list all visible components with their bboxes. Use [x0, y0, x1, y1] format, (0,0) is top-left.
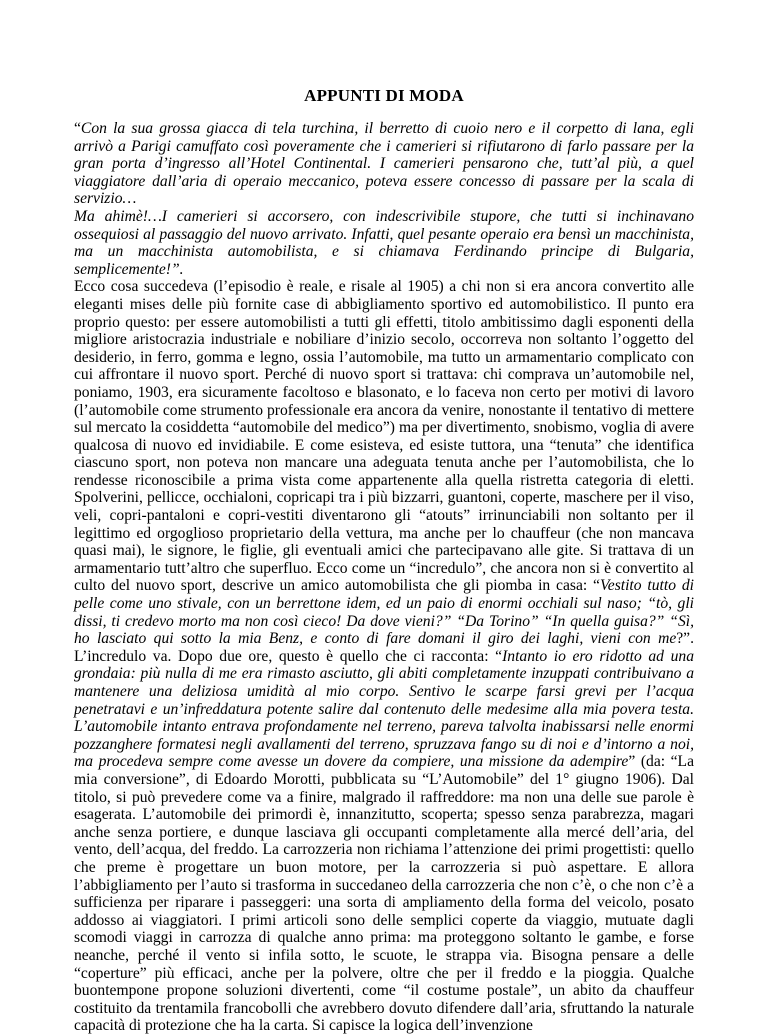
- opening-quote-continuation: Ma ahimè!…I camerieri si accorsero, con indescrivibile stupore, che tutti si inchinavano ossequiosi al passaggio del nuovo arrivato. Infatti, quel pesante operaio era bensì un macchinista, ma un macchinista automobilista, e si chiamava Ferdinando principe di Bulgaria, semplicemente!”.: [74, 207, 694, 278]
- opening-quote-paragraph: [74, 120, 694, 208]
- article-body: [74, 120, 694, 1035]
- main-paragraph: [74, 278, 694, 1035]
- opening-quote-mark: “: [74, 120, 81, 137]
- main-paragraph-text-b: ?”. L’incredulo va. Dopo due ore, questo è quello che ci racconta: “: [74, 630, 694, 665]
- page-title: APPUNTI DI MODA: [304, 86, 464, 105]
- inline-quote-friend: Vestito tutto di pelle come uno stivale, con un berrettone idem, ed un paio di enormi occhiali sul naso; “tò, gli dissi, ti credevo morto ma non così cieco! Da dove vieni?” “Da Torino” “In quella guisa?” “Sì, ho lasciato qui sotto la mia Benz, e conto di fare domani il giro dei laghi, vieni con me: [74, 577, 694, 648]
- main-paragraph-text-a: Ecco cosa succedeva (l’episodio è reale, e risale al 1905) a chi non si era ancora convertito alle eleganti mises delle più fornite case di abbigliamento sportivo ed automobilistico. Il punto era proprio questo: per essere automobilisti a tutti gli effetti, titolo ambitissimo dagli esponenti della migliore aristocrazia industriale e nobiliare d’inizio secolo, occorreva non soltanto l’oggetto del desiderio, in ferro, gomma e legno, ossia l’automobile, ma tutto un armamentario complicato con cui affrontare il nuovo sport. Perché di nuovo sport si trattava: chi comprava un’automobile nel, poniamo, 1903, era sicuramente facoltoso e blasonato, e lo faceva non certo per motivi di lavoro (l’automobile come strumento professionale era ancora da venire, nonostante il tentativo di mettere sul mercato la cosiddetta “automobile del medico”) ma per divertimento, snobismo, voglia di avere qualcosa di nuovo ed invidiabile. E come esisteva, ed esiste tuttora, una “tenuta” che identifica ciascuno sport, non poteva non mancare una adeguata tenuta anche per l’automobilista, che lo rendesse riconoscibile a prima vista come appartenente alla quella ristretta categoria di eletti. Spolverini, pellicce, occhialoni, copricapi tra i più bizzarri, guantoni, coperte, maschere per il viso, veli, copri-pantaloni e copri-vestiti diventarono gli “atouts” irrinunciabili non soltanto per il legittimo ed orgoglioso proprietario della vettura, ma anche per lo chauffeur (che non mancava quasi mai), le signore, le figlie, gli eventuali amici che partecipavano alle gite. Si trattava di un armamentario tutt’altro che superfluo. Ecco come un “incredulo”, che ancora non si è convertito al culto del nuovo sport, descrive un amico automobilista che gli piomba in casa: “: [74, 278, 694, 595]
- inline-quote-rain: Intanto io ero ridotto ad una grondaia: più nulla di me era rimasto asciutto, gli abiti completamente inzuppati contribuivano a mantenere una deliziosa umidità al mio corpo. Sentivo le scarpe farsi grevi per l’acqua penetratavi e un’infreddatura potente salire dal contenuto delle medesime alla mia povera testa. L’automobile intanto entrava profondamente nel terreno, pareva talvolta inabissarsi nelle enormi pozzanghere formatesi negli avallamenti del terreno, spruzzava fango su di noi e d’intorno a noi, ma procedeva sempre come avesse un dovere da compiere, una missione da adempire: [74, 647, 694, 771]
- main-paragraph-text-c: ” (da: “La mia conversione”, di Edoardo Morotti, pubblicata su “L’Automobile” del 1° giugno 1906). Dal titolo, si può prevedere come va a finire, malgrado il raffreddore: ma non una delle sue parole è esagerata. L’automobile dei primordi è, innanzitutto, scoperta; spesso senza parabrezza, magari anche senza portiere, e dunque lasciava gli occupanti completamente alla mercé dell’aria, del vento, dell’acqua, del freddo. La carrozzeria non richiama l’attenzione dei primi progettisti: quello che preme è progettare un buon motore, per la carrozzeria si può aspettare. E allora l’abbigliamento per l’auto si trasforma in succedaneo della carrozzeria che non c’è, o che non c’è a sufficienza per riparare i passeggeri: una sorta di ampliamento della forma del veicolo, posato addosso ai viaggiatori. I primi articoli sono delle semplici coperte da viaggio, mutuate dagli scomodi viaggi in carrozza di qualche anno prima: ma proteggono soltanto le gambe, e forse neanche, perché il vento si infila sotto, le scuote, le strappa via. Bisogna pensare a delle “coperture” più efficaci, anche per la polvere, oltre che per il freddo e la pioggia. Qualche buontempone propone soluzioni divertenti, come “il costume postale”, un abito da chauffeur costituito da trentamila francobolli che avrebbero dovuto difendere dall’aria, sfruttando la naturale capacità di protezione che ha la carta. Si capisce la logica dell’invenzione: [74, 753, 694, 1035]
- opening-quote-text: Con la sua grossa giacca di tela turchina, il berretto di cuoio nero e il corpetto di lana, egli arrivò a Parigi camuffato così poveramente che i camerieri si rifiutarono di farlo passare per la gran porta d’ingresso all’Hotel Continental. I camerieri pensarono che, tutt’al più, a quel viaggiatore dall’aria di operaio meccanico, poteva essere concesso di passare per la scala di servizio…: [74, 120, 694, 208]
